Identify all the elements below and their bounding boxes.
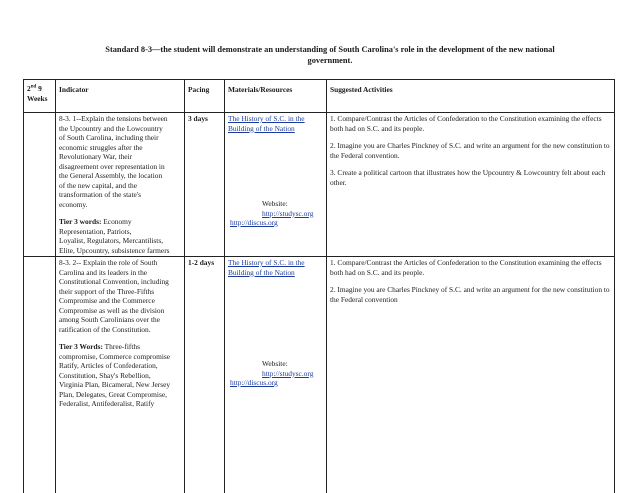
pacing-cell: 3 days — [185, 113, 225, 257]
website-link-studysc[interactable]: http://studysc.org — [262, 368, 314, 378]
activity-item: 2. Imagine you are Charles Pinckney of S.C. and write an argument for the new constitution to the Federal convention. — [330, 141, 610, 160]
indicator-line: Compromise and the Commerce — [59, 296, 155, 305]
indicator-line: Revolutionary War, their — [59, 152, 133, 161]
tier-words-line: Virginia Plan, Bicameral, New Jersey — [59, 380, 171, 389]
tier-words-line: Plan, Delegates, Great Compromise, — [59, 389, 167, 399]
website-link-discus[interactable]: http://discus.org — [230, 378, 278, 387]
indicator-line: among South Carolinians over the — [59, 315, 160, 324]
tier-words-first: Economy — [101, 217, 132, 226]
tier-words-line: Constitution, Shay's Rebellion, — [59, 370, 151, 380]
table-row — [24, 113, 615, 257]
textbook-title-line: Building of the Nation — [228, 123, 295, 133]
materials-cell — [225, 113, 327, 257]
indicator-line: of South Carolina, including their — [59, 133, 159, 142]
activities-cell — [327, 113, 615, 257]
tier-words-line: Federalist, Antifederalist, Ratify — [59, 399, 155, 408]
term-number-rest: 9 — [36, 84, 42, 93]
indicator-line: 8-3. 2-- Explain the role of South — [59, 258, 158, 267]
website-block — [228, 199, 323, 218]
textbook-title-line: The History of S.C. in the — [228, 114, 305, 123]
pacing-cell: 1-2 days — [185, 257, 225, 493]
website-link-studysc[interactable]: http://studysc.org — [262, 208, 314, 218]
tier-words-line: Elite, Upcountry, subsistence farmers — [59, 245, 170, 255]
indicator-line: Constitutional Convention, including — [59, 277, 169, 286]
indicator-line: ratification of the Constitution. — [59, 324, 151, 334]
term-cell-empty — [24, 257, 56, 493]
indicator-line: the Upcountry and the Lowcountry — [59, 123, 163, 133]
indicator-line: Carolina and its leaders in the — [59, 267, 148, 277]
tier-words — [59, 217, 181, 255]
website-link-discus[interactable]: http://discus.org — [230, 218, 278, 227]
curriculum-table — [23, 79, 615, 493]
activities-header: Suggested Activities — [327, 80, 615, 113]
table-row — [24, 257, 615, 493]
textbook-title-line: Building of the Nation — [228, 267, 295, 277]
tier-words-first: Three-fifths — [102, 342, 140, 351]
website-block — [228, 359, 323, 378]
term-ordinal-suffix: nd — [30, 84, 37, 90]
tier-words-label: Tier 3 words: — [59, 217, 102, 226]
standard-heading — [60, 44, 600, 66]
term-header-cell — [24, 80, 56, 113]
indicator-text — [59, 258, 181, 334]
tier-words-line: Ratify, Articles of Confederation, — [59, 361, 158, 370]
term-weeks-label: Weeks — [27, 93, 48, 103]
tier-words-line: Representation, Patriots, — [59, 226, 132, 236]
standard-heading-line2: government. — [307, 56, 353, 65]
tier-words — [59, 342, 181, 409]
term-cell-empty — [24, 113, 56, 257]
pacing-header: Pacing — [185, 80, 225, 113]
indicator-line: the General Assembly, the location — [59, 171, 163, 180]
tier-words-line: Loyalist, Regulators, Mercantilists, — [59, 236, 164, 245]
activity-item: 3. Create a political cartoon that illustrates how the Upcountry & Lowcountry felt about each other. — [330, 168, 606, 187]
tier-words-label: Tier 3 Words: — [59, 342, 103, 351]
activity-item: 2. Imagine you are Charles Pinckney of S.C. and write an argument for the new constitution to the Federal convention — [330, 285, 610, 304]
indicator-line: Compromise as well as the division — [59, 305, 165, 315]
website-label: Website: — [262, 199, 288, 208]
activity-item: 1. Compare/Contrast the Articles of Confederation to the Constitution examining the effects both had on S.C. and its people. — [330, 258, 602, 277]
textbook-title-line: The History of S.C. in the — [228, 258, 305, 267]
indicator-line: transformation of the state's — [59, 190, 141, 199]
indicator-text — [59, 114, 181, 209]
activity-item: 1. Compare/Contrast the Articles of Confederation to the Constitution examining the effects both had on S.C. and its people. — [330, 114, 602, 133]
indicator-cell — [56, 257, 185, 493]
website-label: Website: — [262, 359, 288, 368]
materials-cell — [225, 257, 327, 493]
indicator-line: 8-3. 1--Explain the tensions between — [59, 114, 168, 123]
table-header-row — [24, 80, 615, 113]
indicator-line: their support of the Three-Fifths — [59, 286, 155, 296]
indicator-cell — [56, 113, 185, 257]
term-number: 2 — [27, 84, 31, 93]
standard-heading-line1: Standard 8-3—the student will demonstrate an understanding of South Carolina's role in the development of the new national — [105, 45, 555, 54]
indicator-line: disagreement over representation in — [59, 161, 165, 171]
indicator-line: economic struggles after the — [59, 142, 143, 152]
activities-cell — [327, 257, 615, 493]
indicator-header: Indicator — [56, 80, 185, 113]
tier-words-line: compromise, Commerce compromise — [59, 351, 171, 361]
indicator-line: economy. — [59, 199, 88, 209]
indicator-line: of the new capital, and the — [59, 180, 137, 190]
materials-header: Materials/Resources — [225, 80, 327, 113]
